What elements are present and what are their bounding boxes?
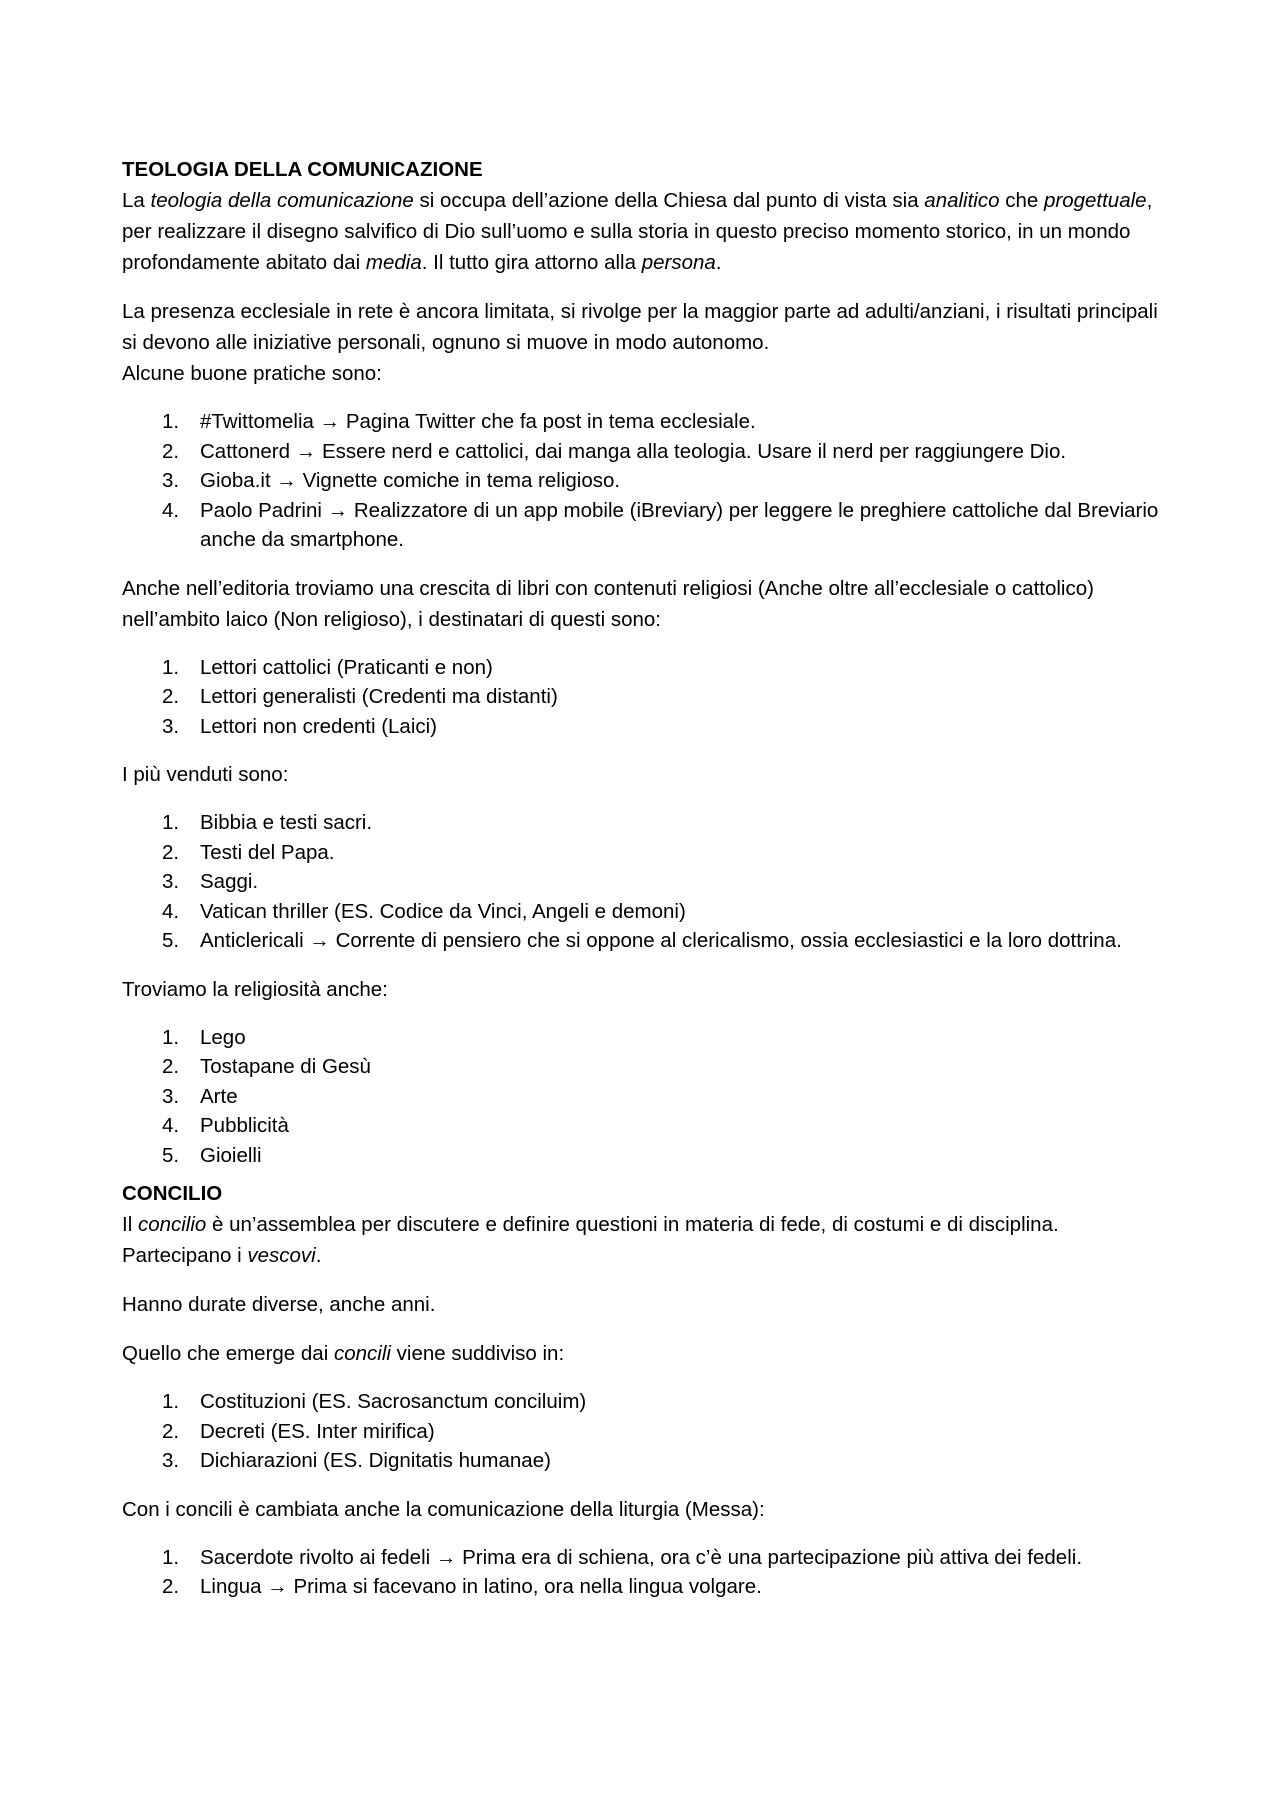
section-title-teologia: TEOLOGIA DELLA COMUNICAZIONE	[122, 158, 483, 181]
list-item	[122, 653, 1162, 683]
list-item	[122, 1111, 1162, 1141]
bestsellers-intro: I più venduti sono:	[122, 763, 289, 786]
list-item	[122, 496, 1162, 555]
practices-list	[122, 407, 1162, 555]
item-name: Sacerdote rivolto ai fedeli	[200, 1545, 431, 1569]
item-desc: Essere nerd e cattolici, dai manga alla teologia. Usare il nerd per raggiungere Dio.	[321, 439, 1067, 463]
item-name: Anticlericali	[200, 929, 304, 952]
text-run: viene suddiviso in:	[390, 1342, 565, 1365]
list-item	[122, 712, 1162, 742]
item-text: Tostapane di Gesù	[200, 1055, 371, 1078]
italic-run: analitico	[924, 189, 1000, 212]
concilio-definition	[122, 1209, 1162, 1271]
text-run: .	[315, 1244, 322, 1267]
text-run: La	[122, 189, 151, 212]
liturgy-list	[122, 1543, 1162, 1602]
list-item	[122, 466, 1162, 496]
list-number: 1.	[162, 811, 180, 834]
list-item	[122, 838, 1162, 868]
item-text: Saggi.	[200, 870, 259, 893]
list-number: 2.	[162, 685, 180, 708]
intro-paragraph	[122, 185, 1162, 278]
italic-run: media	[365, 251, 422, 274]
text-run: . Il tutto gira attorno alla	[421, 251, 642, 274]
italic-run: concili	[333, 1342, 391, 1365]
italic-run: concilio	[137, 1213, 207, 1236]
publishing-paragraph: Anche nell’editoria troviamo una crescita di libri con contenuti religiosi (Anche oltre all’ecclesiale o cattolico) nell’ambito laico (Non religioso), i destinatari di questi sono:	[122, 576, 1094, 631]
list-item	[122, 1543, 1162, 1573]
list-number: 4.	[162, 899, 180, 923]
duration-paragraph: Hanno durate diverse, anche anni.	[122, 1293, 436, 1316]
arrow-icon: →	[309, 929, 330, 952]
item-desc: Pagina Twitter che fa post in tema ecclesiale.	[345, 410, 756, 433]
documents-list	[122, 1387, 1162, 1476]
item-text: Lettori cattolici (Praticanti e non)	[200, 655, 493, 679]
italic-run: progettuale	[1043, 189, 1147, 212]
presence-paragraph: La presenza ecclesiale in rete è ancora limitata, si rivolge per la maggior parte ad adulti/anziani, i risultati principali si devono alle iniziative personali, ognuno si muove in modo autonomo.	[122, 300, 1158, 354]
arrow-icon: →	[319, 410, 341, 433]
list-item	[122, 407, 1162, 437]
arrow-icon: →	[267, 1575, 288, 1598]
item-desc: Prima si facevano in latino, ora nella lingua volgare.	[293, 1575, 762, 1598]
arrow-icon: →	[276, 469, 297, 492]
arrow-icon: →	[435, 1545, 457, 1569]
list-item	[122, 897, 1162, 927]
list-item	[122, 1052, 1162, 1082]
list-number: 3.	[162, 1084, 180, 1108]
text-run: .	[715, 251, 722, 274]
arrow-icon: →	[295, 439, 317, 463]
list-number: 4.	[162, 498, 180, 522]
item-desc: Vignette comiche in tema religioso.	[302, 469, 621, 492]
list-number: 2.	[162, 439, 180, 463]
list-item	[122, 926, 1162, 956]
list-number: 5.	[162, 1143, 180, 1167]
item-text: Bibbia e testi sacri.	[200, 811, 373, 834]
item-desc: Prima era di schiena, ora c’è una partecipazione più attiva dei fedeli.	[462, 1545, 1083, 1569]
item-name: Paolo Padrini	[200, 498, 322, 522]
list-item	[122, 808, 1162, 838]
list-number: 2.	[162, 840, 180, 864]
list-number: 1.	[162, 1545, 180, 1569]
list-number: 1.	[162, 655, 180, 679]
item-text: Lego	[200, 1025, 246, 1049]
text-run: che	[999, 189, 1044, 212]
list-number: 4.	[162, 1114, 180, 1137]
item-text: Gioielli	[200, 1143, 262, 1167]
item-name: Gioba.it	[200, 469, 271, 492]
section-title-concilio: CONCILIO	[122, 1182, 223, 1205]
liturgy-intro: Con i concili è cambiata anche la comunicazione della liturgia (Messa):	[122, 1497, 765, 1521]
list-number: 2.	[162, 1419, 180, 1443]
list-item	[122, 1446, 1162, 1476]
text-run: Quello che emerge dai	[122, 1342, 334, 1365]
list-number: 3.	[162, 714, 180, 738]
list-number: 3.	[162, 469, 180, 492]
text-run: , per realizzare il disegno salvifico di Dio sull’uomo e sulla storia in questo preciso momento storico, in un mondo profondamente abitato dai	[122, 189, 1153, 274]
italic-run: teologia della comunicazione	[150, 189, 414, 212]
text-run: Il	[122, 1213, 138, 1236]
arrow-icon: →	[327, 498, 349, 522]
list-number: 1.	[162, 1390, 180, 1413]
bestsellers-list	[122, 808, 1162, 956]
text-run: è un’assemblea per discutere e definire questioni in materia di fede, di costumi e di disciplina. Partecipano i	[122, 1213, 1059, 1267]
item-name: Cattonerd	[200, 439, 291, 463]
document-body	[122, 154, 1162, 1602]
item-text: Dichiarazioni (ES. Dignitatis humanae)	[200, 1449, 551, 1472]
list-item	[122, 1141, 1162, 1171]
list-item	[122, 1572, 1162, 1602]
item-text: Lettori generalisti (Credenti ma distanti)	[200, 685, 558, 708]
list-number: 3.	[162, 870, 180, 893]
list-number: 2.	[162, 1055, 180, 1078]
list-item	[122, 437, 1162, 467]
item-text: Lettori non credenti (Laici)	[200, 714, 438, 738]
item-desc: Corrente di pensiero che si oppone al clericalismo, ossia ecclesiastici e la loro dottrina.	[335, 929, 1122, 952]
item-text: Testi del Papa.	[200, 840, 335, 864]
list-item	[122, 1023, 1162, 1053]
religiosity-list	[122, 1023, 1162, 1171]
italic-run: persona	[641, 251, 716, 274]
item-name: Lingua	[200, 1575, 262, 1598]
item-desc: Realizzatore di un app mobile (iBreviary) per leggere le preghiere cattoliche dal Breviario anche da smartphone.	[200, 498, 1159, 551]
item-text: Vatican thriller (ES. Codice da Vinci, Angeli e demoni)	[200, 899, 686, 923]
text-run: si occupa dell’azione della Chiesa dal punto di vista sia	[413, 189, 925, 212]
list-number: 2.	[162, 1575, 180, 1598]
list-item	[122, 682, 1162, 712]
readers-list	[122, 653, 1162, 742]
list-number: 3.	[162, 1449, 180, 1472]
list-item	[122, 867, 1162, 897]
list-number: 1.	[162, 1025, 180, 1049]
list-item	[122, 1082, 1162, 1112]
list-item	[122, 1417, 1162, 1447]
religiosity-intro: Troviamo la religiosità anche:	[122, 977, 388, 1001]
item-text: Pubblicità	[200, 1114, 289, 1137]
item-name: #Twittomelia	[200, 410, 314, 433]
item-text: Decreti (ES. Inter mirifica)	[200, 1419, 435, 1443]
italic-run: vescovi	[247, 1244, 316, 1267]
item-text: Costituzioni (ES. Sacrosanctum conciluim)	[200, 1390, 587, 1413]
list-item	[122, 1387, 1162, 1417]
item-text: Arte	[200, 1084, 238, 1108]
outcome-paragraph	[122, 1338, 1162, 1369]
practices-intro: Alcune buone pratiche sono:	[122, 362, 382, 385]
list-number: 5.	[162, 929, 180, 952]
list-number: 1.	[162, 410, 180, 433]
